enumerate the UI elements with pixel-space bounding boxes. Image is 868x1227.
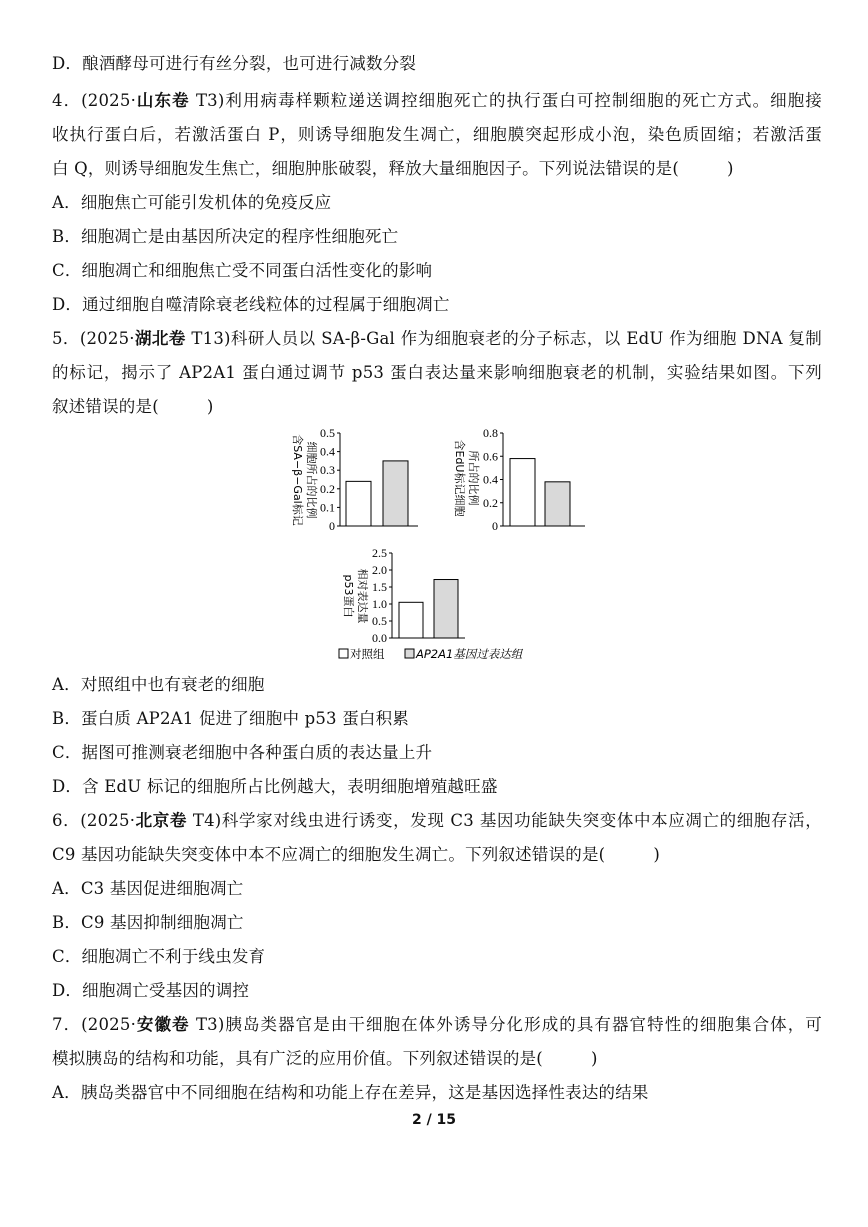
y-tick-label: 0.0	[372, 631, 387, 645]
y-tick-label: 0.4	[320, 444, 335, 459]
q3-option-d: D．酿酒酵母可进行有丝分裂，也可进行减数分裂	[52, 54, 417, 73]
q6-option-c: C．细胞凋亡不利于线虫发育	[52, 947, 266, 966]
y-tick-label: 0.3	[320, 463, 335, 478]
y-tick-label: 0.5	[372, 614, 387, 628]
y-tick-label: 0.5	[320, 426, 335, 440]
q7-option-a: A．胰岛类器官中不同细胞在结构和功能上存在差异，这是基因选择性表达的结果	[52, 1083, 649, 1102]
q5-option-c: C．据图可推测衰老细胞中各种蛋白质的表达量上升	[52, 743, 433, 762]
page-number: 2 / 15	[411, 1112, 457, 1128]
y-tick-label: 1.5	[372, 580, 387, 594]
q5-option-a: A．对照组中也有衰老的细胞	[52, 675, 265, 694]
legend-label-overexpress: AP2A1基因过表达组	[416, 647, 523, 661]
legend-swatch-overexpress	[405, 649, 414, 658]
bar-overexpress	[545, 482, 570, 526]
bar-overexpress	[434, 580, 458, 638]
q5-stem-line3: 叙述错误的是( )	[52, 397, 214, 416]
y-tick-label: 0.4	[483, 472, 498, 487]
y-axis-label: p53蛋白	[342, 574, 355, 618]
y-tick-label: 0.2	[483, 495, 498, 510]
q5-stem-line2: 的标记，揭示了 AP2A1 蛋白通过调节 p53 蛋白表达量来影响细胞衰老的机制，实验结果如图。下列	[52, 363, 822, 382]
y-tick-label: 0.2	[320, 481, 335, 496]
q5-stem-line1: 5．(2025·湖北卷 T13)科研人员以 SA-β-Gal 作为细胞衰老的分子标志，以 EdU 作为细胞 DNA 复制	[52, 329, 822, 348]
q4-option-b: B．细胞凋亡是由基因所决定的程序性细胞死亡	[52, 227, 399, 246]
y-tick-label: 2.5	[372, 546, 387, 560]
q6-source: 北京卷	[135, 811, 187, 830]
y-tick-label: 0.8	[483, 426, 498, 440]
legend-swatch-control	[339, 649, 348, 658]
y-tick-label: 0.6	[483, 449, 498, 464]
y-axis-label: 细胞所占的比例	[305, 441, 318, 519]
y-tick-label: 1.0	[372, 597, 387, 611]
y-tick-label: 0.1	[320, 500, 335, 515]
bar-control	[510, 459, 535, 526]
q5-source: 湖北卷	[134, 329, 186, 348]
q6-stem-line2: C9 基因功能缺失突变体中本不应凋亡的细胞发生凋亡。下列叙述错误的是( )	[52, 845, 660, 864]
y-tick-label: 0	[329, 519, 335, 533]
q6-stem-line1: 6．(2025·北京卷 T4)科学家对线虫进行诱变，发现 C3 基因功能缺失突变体中本应凋亡的细胞存活，	[52, 811, 823, 830]
legend-label-control: 对照组	[350, 647, 385, 661]
y-axis-label: 相对表达量	[356, 568, 369, 624]
q7-stem-line1: 7．(2025·安徽卷 T3)胰岛类器官是由干细胞在体外诱导分化形成的具有器官特性的细胞集合体，可	[52, 1015, 822, 1034]
q6-option-a: A．C3 基因促进细胞凋亡	[52, 879, 244, 898]
q4-stem-line3: 白 Q，则诱导细胞发生焦亡，细胞肿胀破裂，释放大量细胞因子。下列说法错误的是( )	[52, 159, 734, 178]
bar-overexpress	[383, 461, 408, 526]
y-axis-label: 所占的比例	[467, 450, 480, 506]
y-axis-label: 含EdU标记细胞	[453, 439, 466, 517]
bar-control	[346, 481, 371, 526]
q4-stem-line1: 4．(2025·山东卷 T3)利用病毒样颗粒递送调控细胞死亡的执行蛋白可控制细胞的死亡方式。细胞接	[52, 91, 822, 110]
q4-source: 山东卷	[136, 91, 190, 110]
bar-control	[399, 602, 423, 638]
y-tick-label: 2.0	[372, 563, 387, 577]
q4-stem-line2: 收执行蛋白后，若激活蛋白 P，则诱导细胞发生凋亡，细胞膜突起形成小泡，染色质固缩；若激活蛋	[52, 125, 822, 144]
q4-option-a: A．细胞焦亡可能引发机体的免疫反应	[52, 193, 332, 212]
q6-option-d: D．细胞凋亡受基因的调控	[52, 981, 250, 1000]
q7-source: 安徽卷	[136, 1015, 190, 1034]
q7-stem-line2: 模拟胰岛的结构和功能，具有广泛的应用价值。下列叙述错误的是( )	[52, 1049, 598, 1068]
y-tick-label: 0	[492, 519, 498, 533]
q4-option-c: C．细胞凋亡和细胞焦亡受不同蛋白活性变化的影响	[52, 261, 433, 280]
q6-option-b: B．C9 基因抑制细胞凋亡	[52, 913, 244, 932]
q5-option-d: D．含 EdU 标记的细胞所占比例越大，表明细胞增殖越旺盛	[52, 777, 498, 796]
q5-option-b: B．蛋白质 AP2A1 促进了细胞中 p53 蛋白积累	[52, 709, 409, 728]
q4-option-d: D．通过细胞自噬清除衰老线粒体的过程属于细胞凋亡	[52, 295, 450, 314]
y-axis-label: 含SA−β−Gal标记	[291, 434, 304, 526]
